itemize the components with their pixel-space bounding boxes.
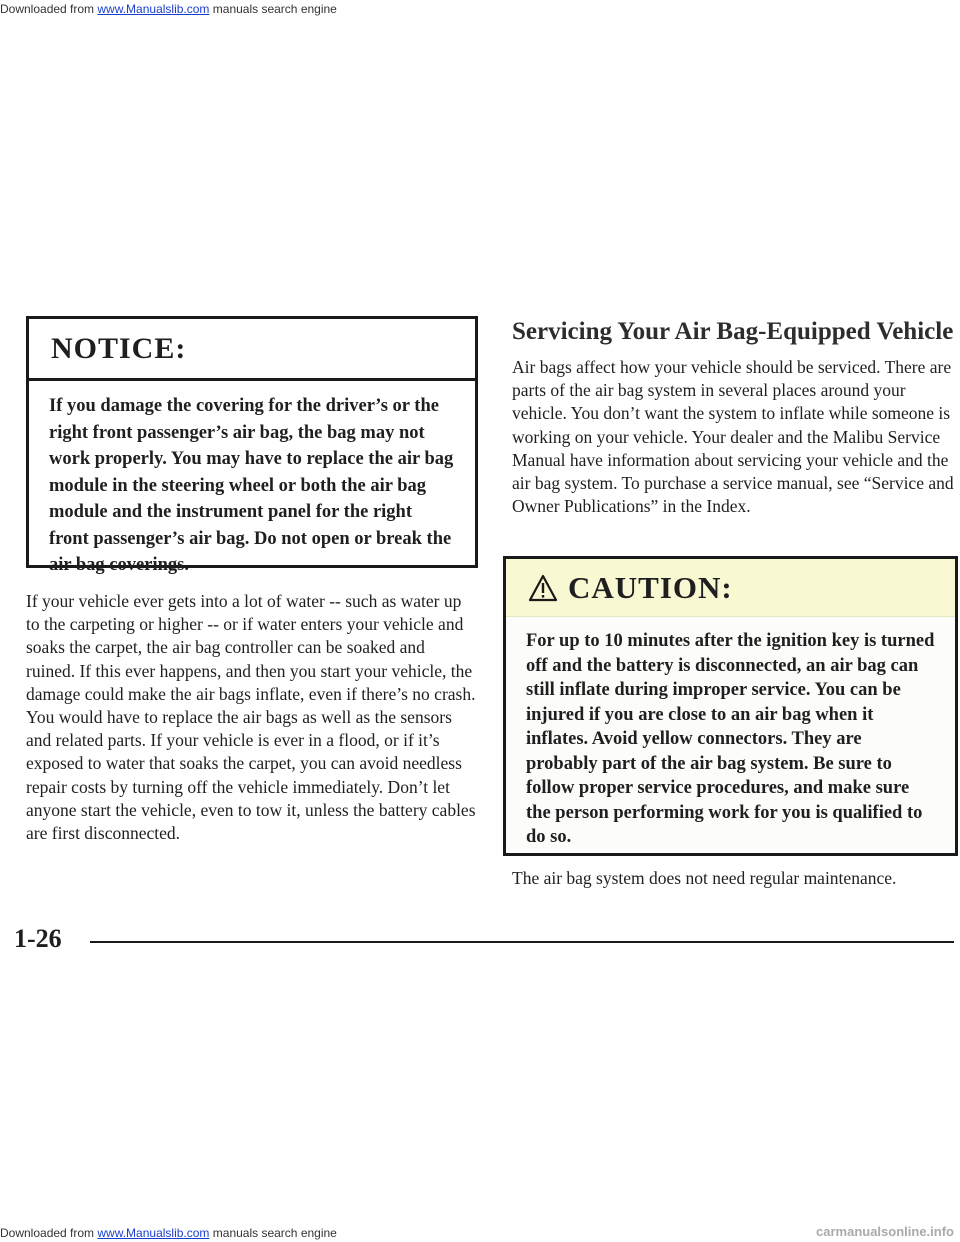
- download-header: [0, 2, 337, 16]
- warning-triangle-icon: [528, 574, 558, 602]
- download-suffix-footer: manuals search engine: [209, 1226, 337, 1240]
- caution-text: For up to 10 minutes after the ignition key is turned off and the battery is disconnected, an air bag can still inflate during improper service. You can be injured if you are close to an air bag when it inflates. Avoid yellow connectors. They are probably part of the air bag system. Be sure to follow proper service procedures, and make sure the person performing work for you is qualified to do so.: [526, 631, 935, 847]
- notice-text: If you damage the covering for the driver’s or the right front passenger’s air bag, the bag may not work properly. You may have to replace the air bag module in the steering wheel or both the air bag module and the instrument panel for the right front passenger’s air bag. Do not open or break the air bag coverings.: [49, 396, 454, 575]
- download-prefix: Downloaded from: [0, 2, 98, 16]
- notice-title: NOTICE:: [51, 331, 187, 365]
- watermark: carmanualsonline.info: [816, 1224, 954, 1239]
- page-number: 1-26: [14, 924, 62, 953]
- download-suffix: manuals search engine: [209, 2, 337, 16]
- section-title: Servicing Your Air Bag-Equipped Vehicle: [512, 318, 954, 345]
- maintenance-note: The air bag system does not need regular maintenance.: [512, 868, 897, 888]
- caution-title: CAUTION:: [568, 569, 733, 605]
- download-prefix-footer: Downloaded from: [0, 1226, 98, 1240]
- download-footer: [0, 1226, 337, 1240]
- manualslib-link[interactable]: www.Manualslib.com: [97, 2, 210, 16]
- water-damage-paragraph: If your vehicle ever gets into a lot of water -- such as water up to the carpeting or higher -- or if water enters your vehicle and soaks the carpet, the air bag controller can be soaked and ruined. If this ever happens, and then you start your vehicle, the damage could make the air bags inflate, even if there’s no crash. You would have to replace the air bags as well as the sensors and related parts. If your vehicle is ever in a flood, or if it’s exposed to water that soaks the carpet, you can avoid needless repair costs by turning off the vehicle immediately. Don’t let anyone start the vehicle, even to tow it, unless the battery cables are first disconnected.: [26, 591, 476, 844]
- caution-box: [503, 556, 958, 856]
- servicing-paragraph: Air bags affect how your vehicle should be serviced. There are parts of the air bag system in several places around your vehicle. You don’t want the system to inflate while someone is working on your vehicle. Your dealer and the Malibu Service Manual have information about servicing your vehicle and the air bag system. To purchase a service manual, see “Service and Owner Publications” in the Index.: [512, 357, 954, 517]
- manualslib-link-footer[interactable]: www.Manualslib.com: [97, 1226, 210, 1240]
- caution-header: [506, 559, 955, 617]
- notice-box: [26, 316, 478, 575]
- footer-rule: [90, 941, 954, 943]
- notice-header: [29, 319, 475, 381]
